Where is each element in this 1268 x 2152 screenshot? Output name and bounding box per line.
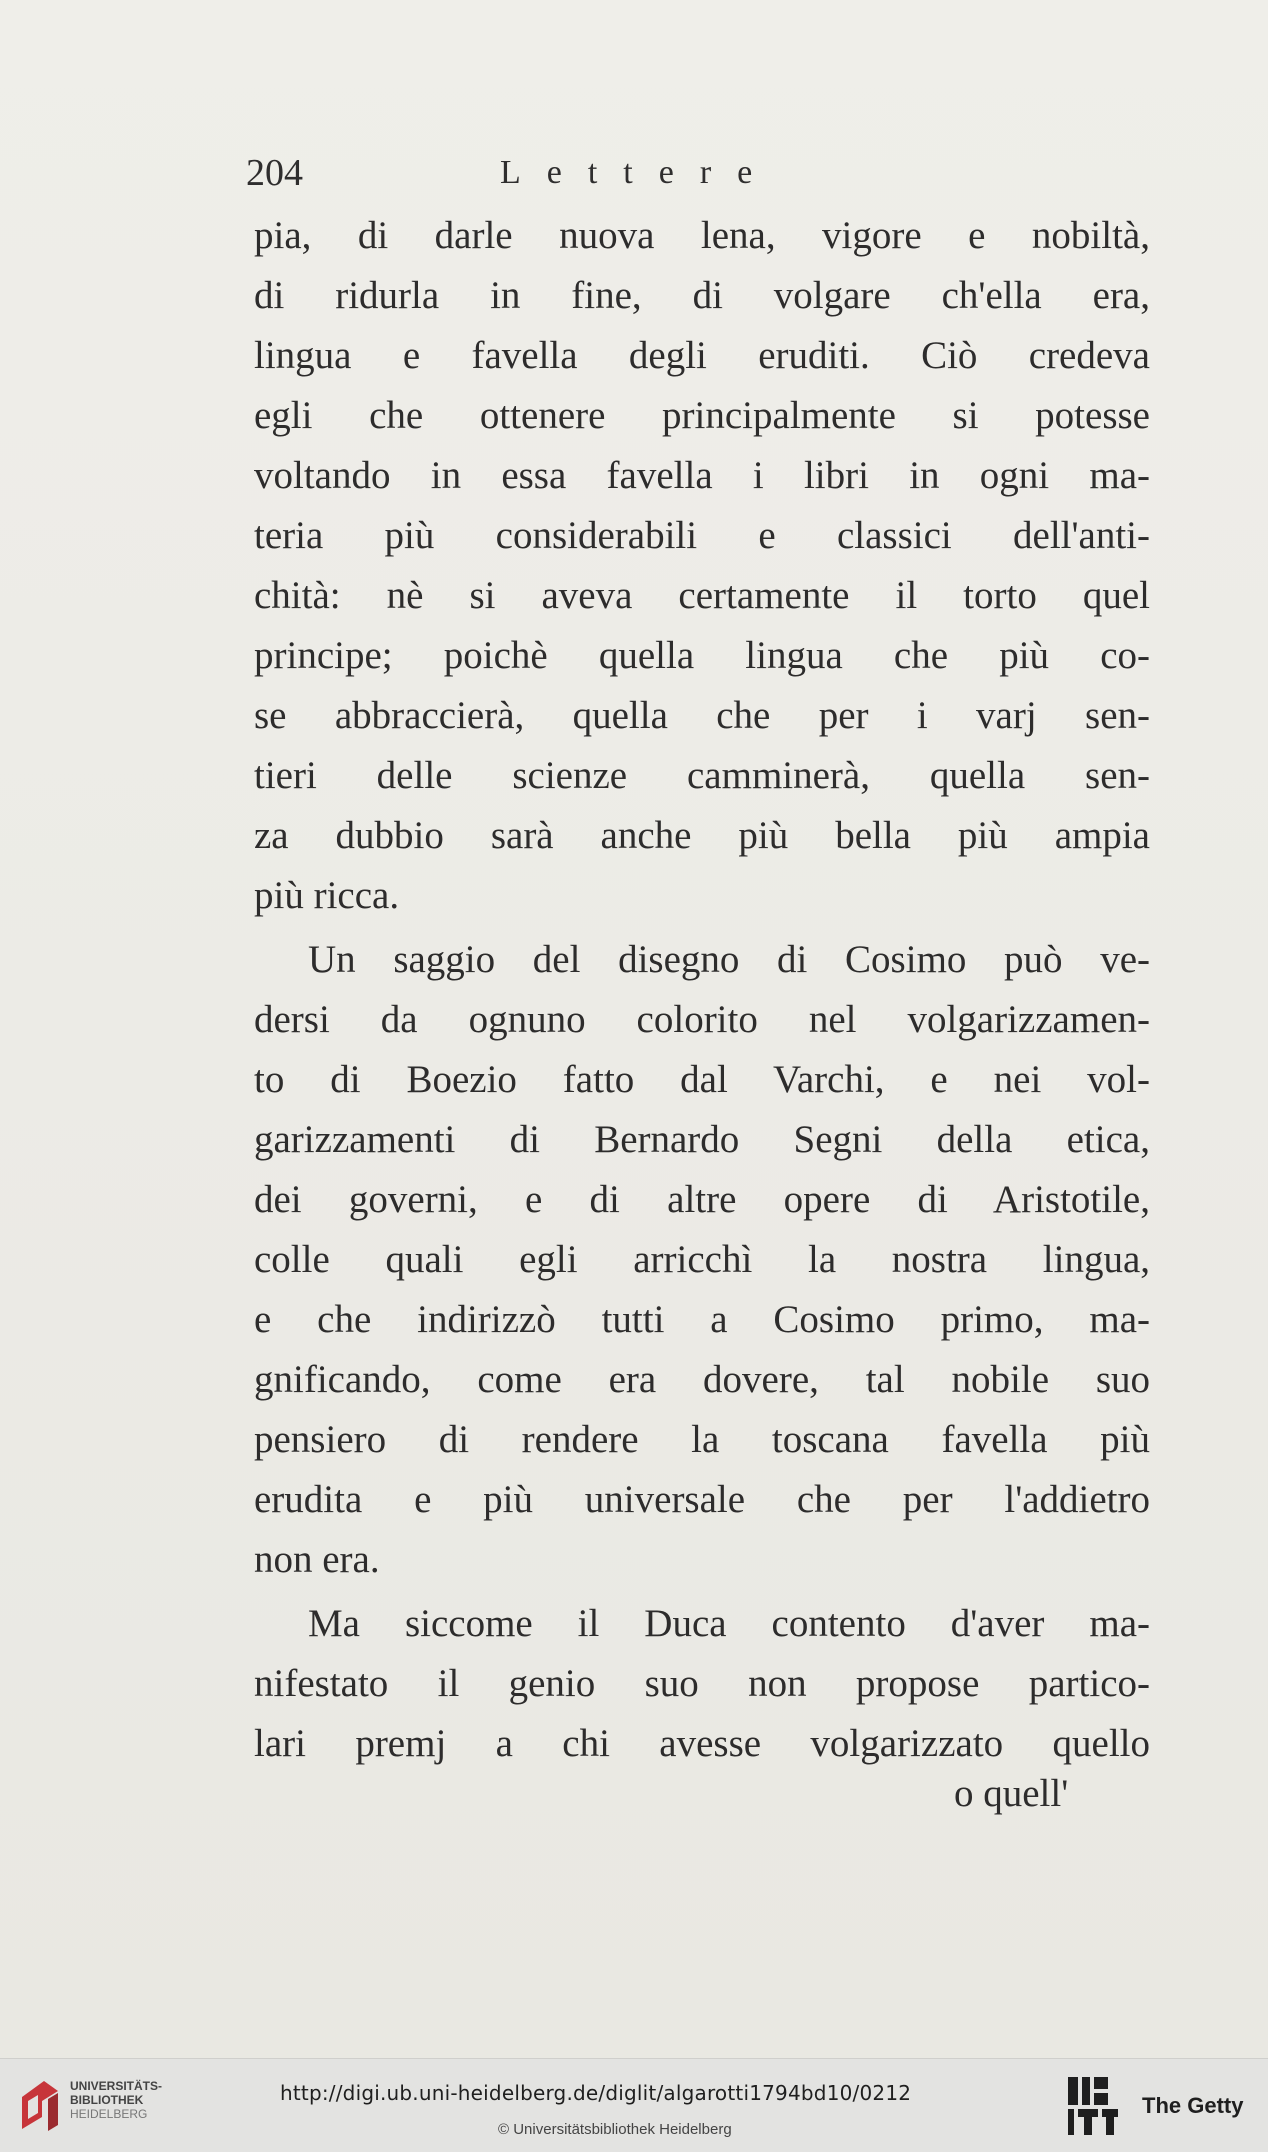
text-line: nifestato il genio suo non propose partico- (254, 1662, 1150, 1705)
running-head (246, 148, 1146, 198)
text-line: voltando in essa favella i libri in ogni ma- (254, 454, 1150, 497)
text-line: erudita e più universale che per l'addietro (254, 1478, 1150, 1521)
text-line: teria più considerabili e classici dell'anti- (254, 514, 1150, 557)
text-line: pia, di darle nuova lena, vigore e nobiltà, (254, 214, 1150, 257)
text-line: garizzamenti di Bernardo Segni della etica, (254, 1118, 1150, 1161)
text-line: gnificando, come era dovere, tal nobile suo (254, 1358, 1150, 1401)
paragraph-3 (254, 1594, 1150, 1774)
viewer-footer (0, 2058, 1268, 2152)
getty-logo-icon (1066, 2075, 1122, 2139)
text-line: Ma siccome il Duca contento d'aver ma- (308, 1602, 1150, 1645)
text-line: di ridurla in fine, di volgare ch'ella era, (254, 274, 1150, 317)
text-line: lingua e favella degli eruditi. Ciò credeva (254, 334, 1150, 377)
paragraph-1 (254, 206, 1150, 926)
text-line: za dubbio sarà anche più bella più ampia (254, 814, 1150, 857)
text-line: pensiero di rendere la toscana favella più (254, 1418, 1150, 1461)
text-line: principe; poichè quella lingua che più co- (254, 634, 1150, 677)
text-line: to di Boezio fatto dal Varchi, e nei vol- (254, 1058, 1150, 1101)
university-library-name (70, 2079, 162, 2121)
text-line: Un saggio del disegno di Cosimo può ve- (308, 938, 1150, 981)
text-line: più ricca. (254, 874, 400, 917)
text-line: se abbraccierà, quella che per i varj sen- (254, 694, 1150, 737)
text-line: non era. (254, 1538, 380, 1581)
text-line: e che indirizzò tutti a Cosimo primo, ma- (254, 1298, 1150, 1341)
text-line: tieri delle scienze camminerà, quella sen- (254, 754, 1150, 797)
library-name-line-3: HEIDELBERG (70, 2107, 148, 2121)
catchword: o quell' (954, 1772, 1069, 1815)
library-name-line-2: BIBLIOTHEK (70, 2093, 144, 2107)
text-line: dei governi, e di altre opere di Aristotile, (254, 1178, 1150, 1221)
body-text (254, 206, 1150, 1774)
page-url-link[interactable]: http://digi.ub.uni-heidelberg.de/diglit/algarotti1794bd10/0212 (280, 2081, 912, 2105)
library-name-line-1: UNIVERSITÄTS- (70, 2079, 163, 2093)
running-title: Lettere (500, 154, 779, 191)
university-library-logo-icon (14, 2077, 62, 2135)
copyright-notice: © Universitätsbibliothek Heidelberg (498, 2121, 732, 2138)
paragraph-2 (254, 930, 1150, 1590)
getty-name: The Getty (1142, 2093, 1244, 2118)
text-line: dersi da ognuno colorito nel volgarizzamen- (254, 998, 1150, 1041)
text-line: egli che ottenere principalmente si potesse (254, 394, 1150, 437)
text-line: chità: nè si aveva certamente il torto quel (254, 574, 1150, 617)
page-number: 204 (246, 152, 303, 194)
text-line: lari premj a chi avesse volgarizzato quello (254, 1722, 1150, 1765)
text-line: colle quali egli arricchì la nostra lingua, (254, 1238, 1150, 1281)
